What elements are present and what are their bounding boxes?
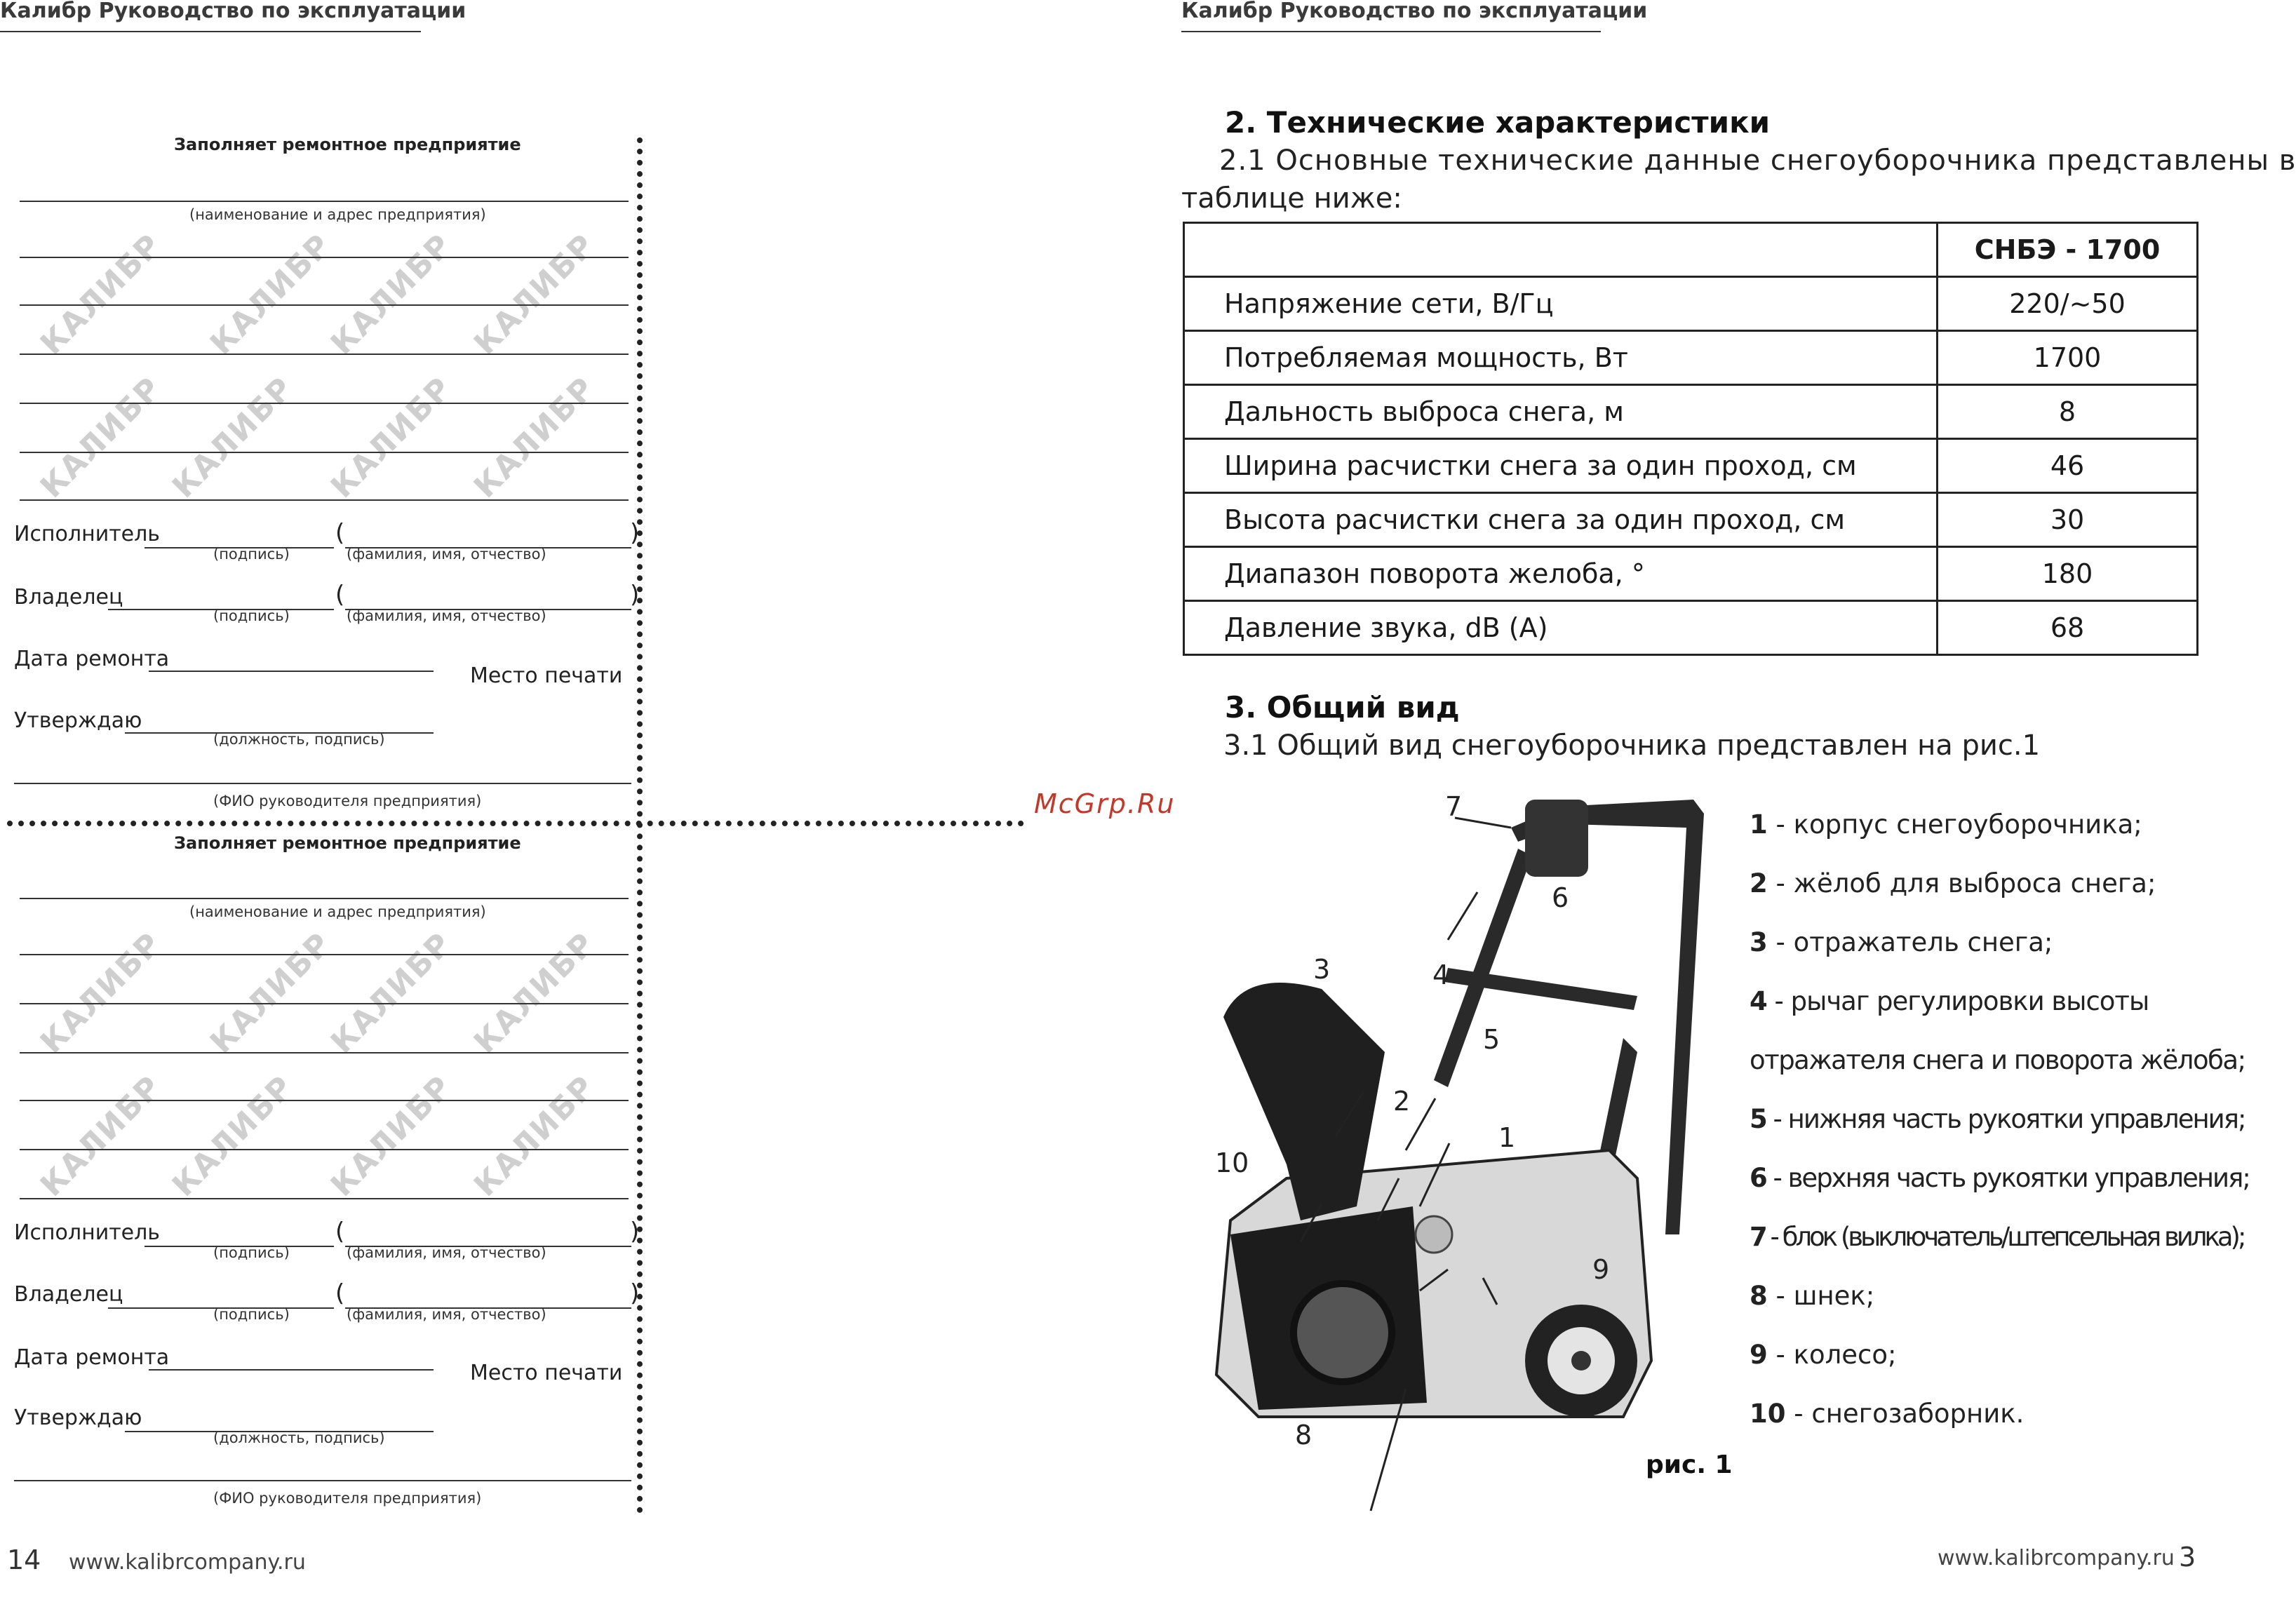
watermark: КАЛИБР [467,370,603,506]
org-line[interactable] [20,201,629,202]
executor-label: Исполнитель [14,522,160,546]
watermark: КАЛИБР [166,1068,301,1204]
blank-line[interactable] [20,452,629,453]
specs-heading: 2. Технические характеристики [1225,105,1770,140]
director-line[interactable] [14,1480,631,1481]
table-header-empty [1184,223,1938,277]
signature-caption: (подпись) [213,1244,290,1261]
watermark: КАЛИБР [34,925,169,1061]
page-number-left: 14 [7,1544,41,1575]
stamp-place: Место печати [470,664,623,688]
signature-caption: (подпись) [213,1306,290,1323]
blank-line[interactable] [20,954,629,955]
watermark: КАЛИБР [34,1068,169,1204]
legend-item: 9 - колесо; [1750,1340,1897,1370]
figure-caption: рис. 1 [1646,1450,1733,1479]
blank-line[interactable] [20,1052,629,1053]
position-caption: (должность, подпись) [213,1429,385,1446]
spec-name: Диапазон поворота желоба, ° [1184,547,1938,601]
spec-name: Давление звука, dB (A) [1184,601,1938,655]
blank-line[interactable] [20,499,629,501]
legend-item: 4 - рычаг регулировки высоты [1750,986,2149,1016]
director-caption: (ФИО руководителя предприятия) [213,1490,482,1507]
table-row [1184,439,2198,493]
watermark: КАЛИБР [324,1068,459,1204]
page-number-right: 3 [2179,1542,2196,1573]
spec-name: Потребляемая мощность, Вт [1184,331,1938,385]
repair-date-line[interactable] [149,671,434,672]
spec-value: 1700 [1938,331,2198,385]
table-row [1184,547,2198,601]
callout-8: 8 [1295,1420,1313,1450]
close-paren: ) [630,519,640,547]
table-row [1184,223,2198,277]
auger [1294,1284,1392,1382]
watermark: КАЛИБР [467,925,603,1061]
signature-caption: (подпись) [213,607,290,624]
repair-date-label: Дата ремонта [14,647,170,671]
open-paren: ( [335,581,345,609]
watermark: КАЛИБР [34,227,169,363]
approve-label: Утверждаю [14,1406,142,1430]
name-caption: (фамилия, имя, отчество) [347,1306,546,1323]
blank-line[interactable] [20,403,629,404]
callout-4: 4 [1432,960,1450,990]
watermark: КАЛИБР [324,925,459,1061]
general-heading: 3. Общий вид [1225,690,1460,725]
open-paren: ( [335,1279,345,1307]
legend-item: 8 - шнек; [1750,1281,1875,1311]
footer-site-left[interactable]: www.kalibrcompany.ru [69,1550,306,1575]
callout-6: 6 [1552,882,1569,913]
watermark: КАЛИБР [324,370,459,506]
legend-item: 1 - корпус снегоуборочника; [1750,809,2142,840]
stamp-place: Место печати [470,1361,623,1385]
table-row [1184,493,2198,547]
legend-item: 3 - отражатель снега; [1750,927,2053,957]
open-paren: ( [335,519,345,547]
table-row [1184,331,2198,385]
spec-value: 8 [1938,385,2198,439]
legend-item: 10 - снегозаборник. [1750,1399,2025,1429]
table-row [1184,385,2198,439]
close-paren: ) [630,1218,640,1246]
callout-7: 7 [1445,791,1463,822]
name-caption: (фамилия, имя, отчество) [347,1244,546,1261]
watermark: КАЛИБР [467,1068,603,1204]
blank-line[interactable] [20,354,629,355]
callout-10: 10 [1215,1147,1249,1178]
approve-label: Утверждаю [14,708,142,733]
director-caption: (ФИО руководителя предприятия) [213,793,482,809]
watermark: КАЛИБР [324,227,459,363]
name-caption: (фамилия, имя, отчество) [347,546,546,563]
legend-item: 6 - верхняя часть рукоятки управления; [1750,1163,2250,1193]
blank-line[interactable] [20,304,629,306]
owner-label: Владелец [14,1282,123,1307]
watermark: КАЛИБР [203,925,339,1061]
spec-value: 180 [1938,547,2198,601]
header-left-rule [0,31,421,32]
executor-label: Исполнитель [14,1220,160,1245]
director-line[interactable] [14,783,631,784]
spec-name: Дальность выброса снега, м [1184,385,1938,439]
repair-form-title: Заполняет ремонтное предприятие [174,833,521,853]
position-caption: (должность, подпись) [213,731,385,748]
spec-value: 68 [1938,601,2198,655]
callout-5: 5 [1483,1024,1501,1055]
spec-name: Ширина расчистки снега за один проход, см [1184,439,1938,493]
watermark: КАЛИБР [203,227,339,363]
spec-name: Напряжение сети, В/Гц [1184,277,1938,331]
name-caption: (фамилия, имя, отчество) [347,607,546,624]
watermark: КАЛИБР [166,370,301,506]
open-paren: ( [335,1218,345,1246]
spec-table [1183,222,2198,656]
blank-line[interactable] [20,1100,629,1101]
legend-item: отражателя снега и поворота жёлоба; [1750,1045,2245,1075]
header-left: Калибр Руководство по эксплуатации [0,0,466,23]
switch-block [1525,800,1588,877]
spec-value: 46 [1938,439,2198,493]
repair-date-label: Дата ремонта [14,1345,170,1370]
legend-item: 5 - нижняя часть рукоятки управления; [1750,1104,2245,1134]
close-paren: ) [630,581,640,609]
header-right-rule [1181,31,1601,32]
legend-item: 2 - жёлоб для выброса снега; [1750,868,2156,898]
spec-value: 220/~50 [1938,277,2198,331]
spec-name: Высота расчистки снега за один проход, см [1184,493,1938,547]
repair-form-title: Заполняет ремонтное предприятие [174,135,521,154]
org-caption: (наименование и адрес предприятия) [189,903,486,920]
callout-9: 9 [1592,1254,1610,1285]
callout-1: 1 [1498,1122,1516,1153]
table-row [1184,601,2198,655]
general-intro: 3.1 Общий вид снегоуборочника представлен на рис.1 [1223,729,2041,762]
spec-value: 30 [1938,493,2198,547]
site-watermark: McGrp.Ru [1034,788,1176,819]
snowblower-illustration [1202,786,1736,1459]
horizontal-cut-line [7,821,1024,826]
watermark: КАЛИБР [467,227,603,363]
specs-intro-line2: таблице ниже: [1181,182,1402,215]
watermark: КАЛИБР [34,370,169,506]
blank-line[interactable] [20,1198,629,1199]
org-line[interactable] [20,898,629,899]
blank-line[interactable] [20,1003,629,1004]
header-right: Калибр Руководство по эксплуатации [1181,0,1648,23]
owner-label: Владелец [14,585,123,610]
org-caption: (наименование и адрес предприятия) [189,206,486,223]
blank-line[interactable] [20,257,629,258]
repair-date-line[interactable] [149,1369,434,1371]
legend-item: 7 - блок (выключатель/штепсельная вилка); [1750,1222,2244,1252]
specs-intro-line1: 2.1 Основные технические данные снегоуборочника представлены в [1219,144,2296,177]
table-row [1184,277,2198,331]
close-paren: ) [630,1279,640,1307]
signature-caption: (подпись) [213,546,290,563]
footer-site-right[interactable]: www.kalibrcompany.ru [1938,1546,2175,1570]
callout-2: 2 [1393,1086,1411,1117]
model-header: СНБЭ - 1700 [1938,223,2198,277]
callout-3: 3 [1313,954,1331,985]
blank-line[interactable] [20,1149,629,1150]
